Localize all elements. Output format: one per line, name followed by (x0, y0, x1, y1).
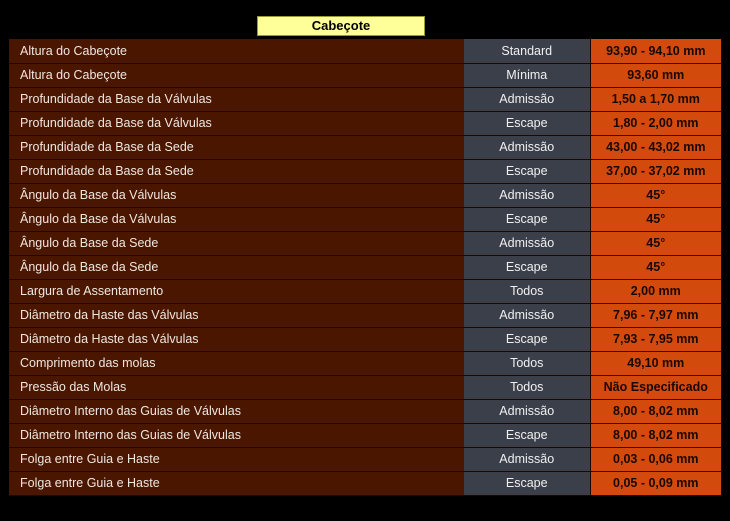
spec-value-cell: 93,60 mm (590, 63, 721, 87)
spec-name-cell: Diâmetro Interno das Guias de Válvulas (9, 423, 464, 447)
spec-name-cell: Largura de Assentamento (9, 279, 464, 303)
spec-name-cell: Altura do Cabeçote (9, 63, 464, 87)
spec-value-cell: 2,00 mm (590, 279, 721, 303)
spec-value-cell: 7,96 - 7,97 mm (590, 303, 721, 327)
table-row (9, 399, 721, 423)
spec-value-cell: 8,00 - 8,02 mm (590, 399, 721, 423)
table-row (9, 87, 721, 111)
table-row (9, 159, 721, 183)
spec-value-cell: 93,90 - 94,10 mm (590, 39, 721, 63)
spec-name-cell: Ângulo da Base da Válvulas (9, 207, 464, 231)
spec-condition-cell: Escape (464, 207, 590, 231)
spec-value-cell: 7,93 - 7,95 mm (590, 327, 721, 351)
spec-condition-cell: Admissão (464, 183, 590, 207)
table-row (9, 423, 721, 447)
spec-condition-cell: Admissão (464, 399, 590, 423)
spec-condition-cell: Escape (464, 255, 590, 279)
spec-condition-cell: Escape (464, 327, 590, 351)
spec-name-cell: Ângulo da Base da Sede (9, 255, 464, 279)
spec-name-cell: Diâmetro da Haste das Válvulas (9, 303, 464, 327)
spec-condition-cell: Escape (464, 471, 590, 495)
spec-name-cell: Folga entre Guia e Haste (9, 447, 464, 471)
table-row (9, 39, 721, 63)
spec-condition-cell: Admissão (464, 231, 590, 255)
spec-name-cell: Diâmetro da Haste das Válvulas (9, 327, 464, 351)
spec-name-cell: Diâmetro Interno das Guias de Válvulas (9, 399, 464, 423)
spec-value-cell: Não Especificado (590, 375, 721, 399)
spec-condition-cell: Escape (464, 423, 590, 447)
spec-condition-cell: Escape (464, 159, 590, 183)
spec-value-cell: 45° (590, 255, 721, 279)
table-row (9, 471, 721, 495)
spec-value-cell: 49,10 mm (590, 351, 721, 375)
spec-condition-cell: Standard (464, 39, 590, 63)
spec-name-cell: Pressão das Molas (9, 375, 464, 399)
table-row (9, 63, 721, 87)
spec-value-cell: 1,80 - 2,00 mm (590, 111, 721, 135)
spec-name-cell: Ângulo da Base da Válvulas (9, 183, 464, 207)
spec-value-cell: 1,50 a 1,70 mm (590, 87, 721, 111)
spec-name-cell: Altura do Cabeçote (9, 39, 464, 63)
table-row (9, 255, 721, 279)
spec-name-cell: Comprimento das molas (9, 351, 464, 375)
table-row (9, 135, 721, 159)
spec-name-cell: Profundidade da Base da Sede (9, 135, 464, 159)
spec-condition-cell: Todos (464, 351, 590, 375)
spec-condition-cell: Mínima (464, 63, 590, 87)
spec-condition-cell: Admissão (464, 87, 590, 111)
table-row (9, 351, 721, 375)
spec-condition-cell: Todos (464, 279, 590, 303)
spec-condition-cell: Admissão (464, 303, 590, 327)
spec-condition-cell: Todos (464, 375, 590, 399)
spec-name-cell: Folga entre Guia e Haste (9, 471, 464, 495)
table-row (9, 183, 721, 207)
table-row (9, 327, 721, 351)
spec-value-cell: 0,05 - 0,09 mm (590, 471, 721, 495)
table-row (9, 111, 721, 135)
specifications-table (9, 39, 721, 496)
spec-condition-cell: Admissão (464, 135, 590, 159)
table-row (9, 231, 721, 255)
table-row (9, 279, 721, 303)
spec-value-cell: 45° (590, 231, 721, 255)
spec-value-cell: 8,00 - 8,02 mm (590, 423, 721, 447)
page-title: Cabeçote (257, 16, 425, 36)
table-row (9, 447, 721, 471)
specifications-table-body (9, 39, 721, 495)
spec-value-cell: 43,00 - 43,02 mm (590, 135, 721, 159)
spec-value-cell: 37,00 - 37,02 mm (590, 159, 721, 183)
table-row (9, 375, 721, 399)
spec-condition-cell: Escape (464, 111, 590, 135)
table-row (9, 207, 721, 231)
table-row (9, 303, 721, 327)
spec-name-cell: Profundidade da Base da Válvulas (9, 111, 464, 135)
spec-name-cell: Profundidade da Base da Sede (9, 159, 464, 183)
spec-name-cell: Ângulo da Base da Sede (9, 231, 464, 255)
spec-condition-cell: Admissão (464, 447, 590, 471)
spec-value-cell: 45° (590, 207, 721, 231)
spec-value-cell: 45° (590, 183, 721, 207)
spec-name-cell: Profundidade da Base da Válvulas (9, 87, 464, 111)
spec-value-cell: 0,03 - 0,06 mm (590, 447, 721, 471)
